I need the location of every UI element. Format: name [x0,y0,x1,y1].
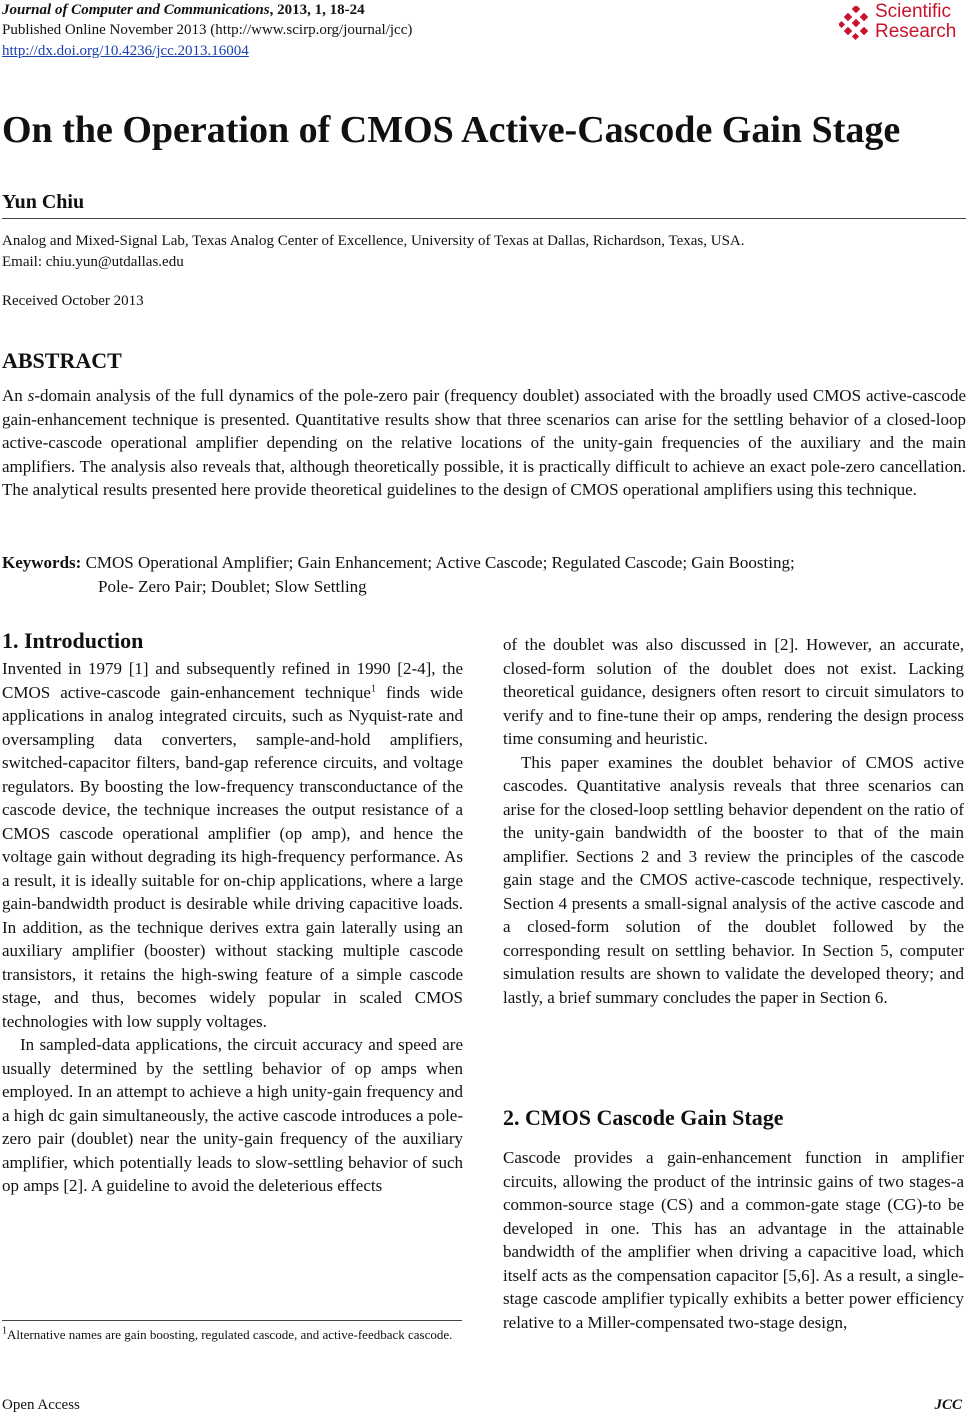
logo-line-1: Scientific [875,1,952,22]
section-2-body [503,1146,964,1334]
keywords-line-2: Pole- Zero Pair; Doublet; Slow Settling [98,576,367,596]
section-2-paragraph-1: Cascode provides a gain-enhancement function in amplifier circuits, allowing the product of the intrinsic gains of two stages-a common-source stage (CS) and a common-gate stage (CG)-to be developed in one. This has an advantage in the attainable bandwidth of the amplifier when driving a capacitive load, which itself acts as the compensation capacitor [5,6]. As a result, a single-stage cascode amplifier typically exhibits a better power efficiency relative to a Miller-compensated two-stage design, [503,1148,964,1332]
received-date: Received October 2013 [2,293,144,309]
intro-paragraph-3: of the doublet was also discussed in [2]. However, an accurate, closed-form solution of the doublet does not exist. Lacking theoretical guidance, designers often resort to circuit simulators to verify and to fine-tune their op amps, rendering the design process time consuming and heuristic. [503,635,964,748]
intro-paragraph-1: Invented in 1979 [1] and subsequently refined in 1990 [2-4], the CMOS active-cascode gain-enhancement technique$^1$ finds wide applications in analog integrated circuits, such as Nyquist-rate and oversampling data converters, sample-and-hold amplifiers, switched-capacitor filters, band-gap reference circuits, and voltage regulators. By boosting the low-frequency transconductance of the cascode device, the technique increases the output resistance of a CMOS cascode operational amplifier (op amp), and hence the voltage gain without degrading its high-frequency performance. As a result, it is ideally suitable for on-chip applications, where a large gain-bandwidth product is desirable while driving capacitive loads. In addition, as the technique derives extra gain laterally using an auxiliary amplifier (booster) without stacking multiple cascode transistors, it retains the high-swing feature of a simple cascode stage, and thus, becomes widely popular in scaled CMOS technologies with low supply voltages. [2,659,463,1031]
publisher-logo-icon [839,6,873,40]
section-1-heading: 1. Introduction [2,628,144,653]
abstract-body: An s-domain analysis of the full dynamics of the pole-zero pair (frequency doublet) associated with the broadly used CMOS active-cascode gain-enhancement technique is presented. Quantitative results show that three scenarios can arise for the settling behavior of a closed-loop active-cascode operational amplifier depending on the relative locations of the unity-gain frequencies of the auxiliary and the main amplifiers. The analysis also reveals that, although theoretically possible, it is practically difficult to achieve an exact pole-zero cancellation. The analytical results presented here provide theoretical guidelines to the design of CMOS operational amplifiers using this technique. [2,386,967,499]
publisher-logo [839,2,964,46]
footer-journal-abbrev: JCC [934,1397,962,1413]
doi-link[interactable]: http://dx.doi.org/10.4236/jcc.2013.16004 [2,43,249,59]
footer-open-access: Open Access [2,1397,80,1413]
footnote-divider [2,1320,462,1321]
author-name: Yun Chiu [2,191,85,213]
section-2-heading: 2. CMOS Cascode Gain Stage [503,1105,784,1130]
intro-paragraph-2: In sampled-data applications, the circuit accuracy and speed are usually determined by the settling behavior of op amps when employed. In an attempt to achieve a high unity-gain frequency and a high dc gain simultaneously, the active cascode introduces a pole-zero pair (doublet) near the unity-gain frequency of the auxiliary amplifier, which potentially leads to slow-settling behavior of such op amps [2]. A guideline to avoid the deleterious effects [2,1035,463,1195]
keywords [2,551,966,598]
publication-info: Published Online November 2013 (http://www.scirp.org/journal/jcc) [2,22,413,38]
journal-name: Journal of Computer and Communications, 2013, 1, 18-24 [2,2,365,18]
title-divider [2,218,966,219]
left-column [2,657,463,1198]
logo-line-2: Research [875,21,957,42]
keywords-line-1: CMOS Operational Amplifier; Gain Enhancement; Active Cascode; Regulated Cascode; Gain Boosting; [81,553,795,572]
abstract-heading: ABSTRACT [2,348,122,373]
keywords-label: Keywords: [2,553,82,572]
intro-paragraph-4: This paper examines the doublet behavior of CMOS active cascodes. Quantitative analysis reveals that three scenarios can arise for the closed-loop settling behavior dependent on the ratio of the unity-gain bandwidth of the booster to that of the main amplifier. Sections 2 and 3 review the principles of the cascode gain stage and the CMOS active-cascode technique, respectively. Section 4 presents a small-signal analysis of the active cascode and a closed-form solution of the doublet followed by the corresponding result on settling behavior. In Section 5, computer simulation results are shown to validate the developed theory; and lastly, a brief summary concludes the paper in Section 6. [503,752,964,1007]
affiliation: Analog and Mixed-Signal Lab, Texas Analog Center of Excellence, University of Texas at Dallas, Richardson, Texas, USA. [2,233,745,249]
author-email: Email: chiu.yun@utdallas.edu [2,254,184,270]
right-column [503,633,964,1009]
paper-title: On the Operation of CMOS Active-Cascode Gain Stage [2,109,901,151]
footnote: $^1$Alternative names are gain boosting, regulated cascode, and active-feedback cascode. [2,1325,453,1342]
